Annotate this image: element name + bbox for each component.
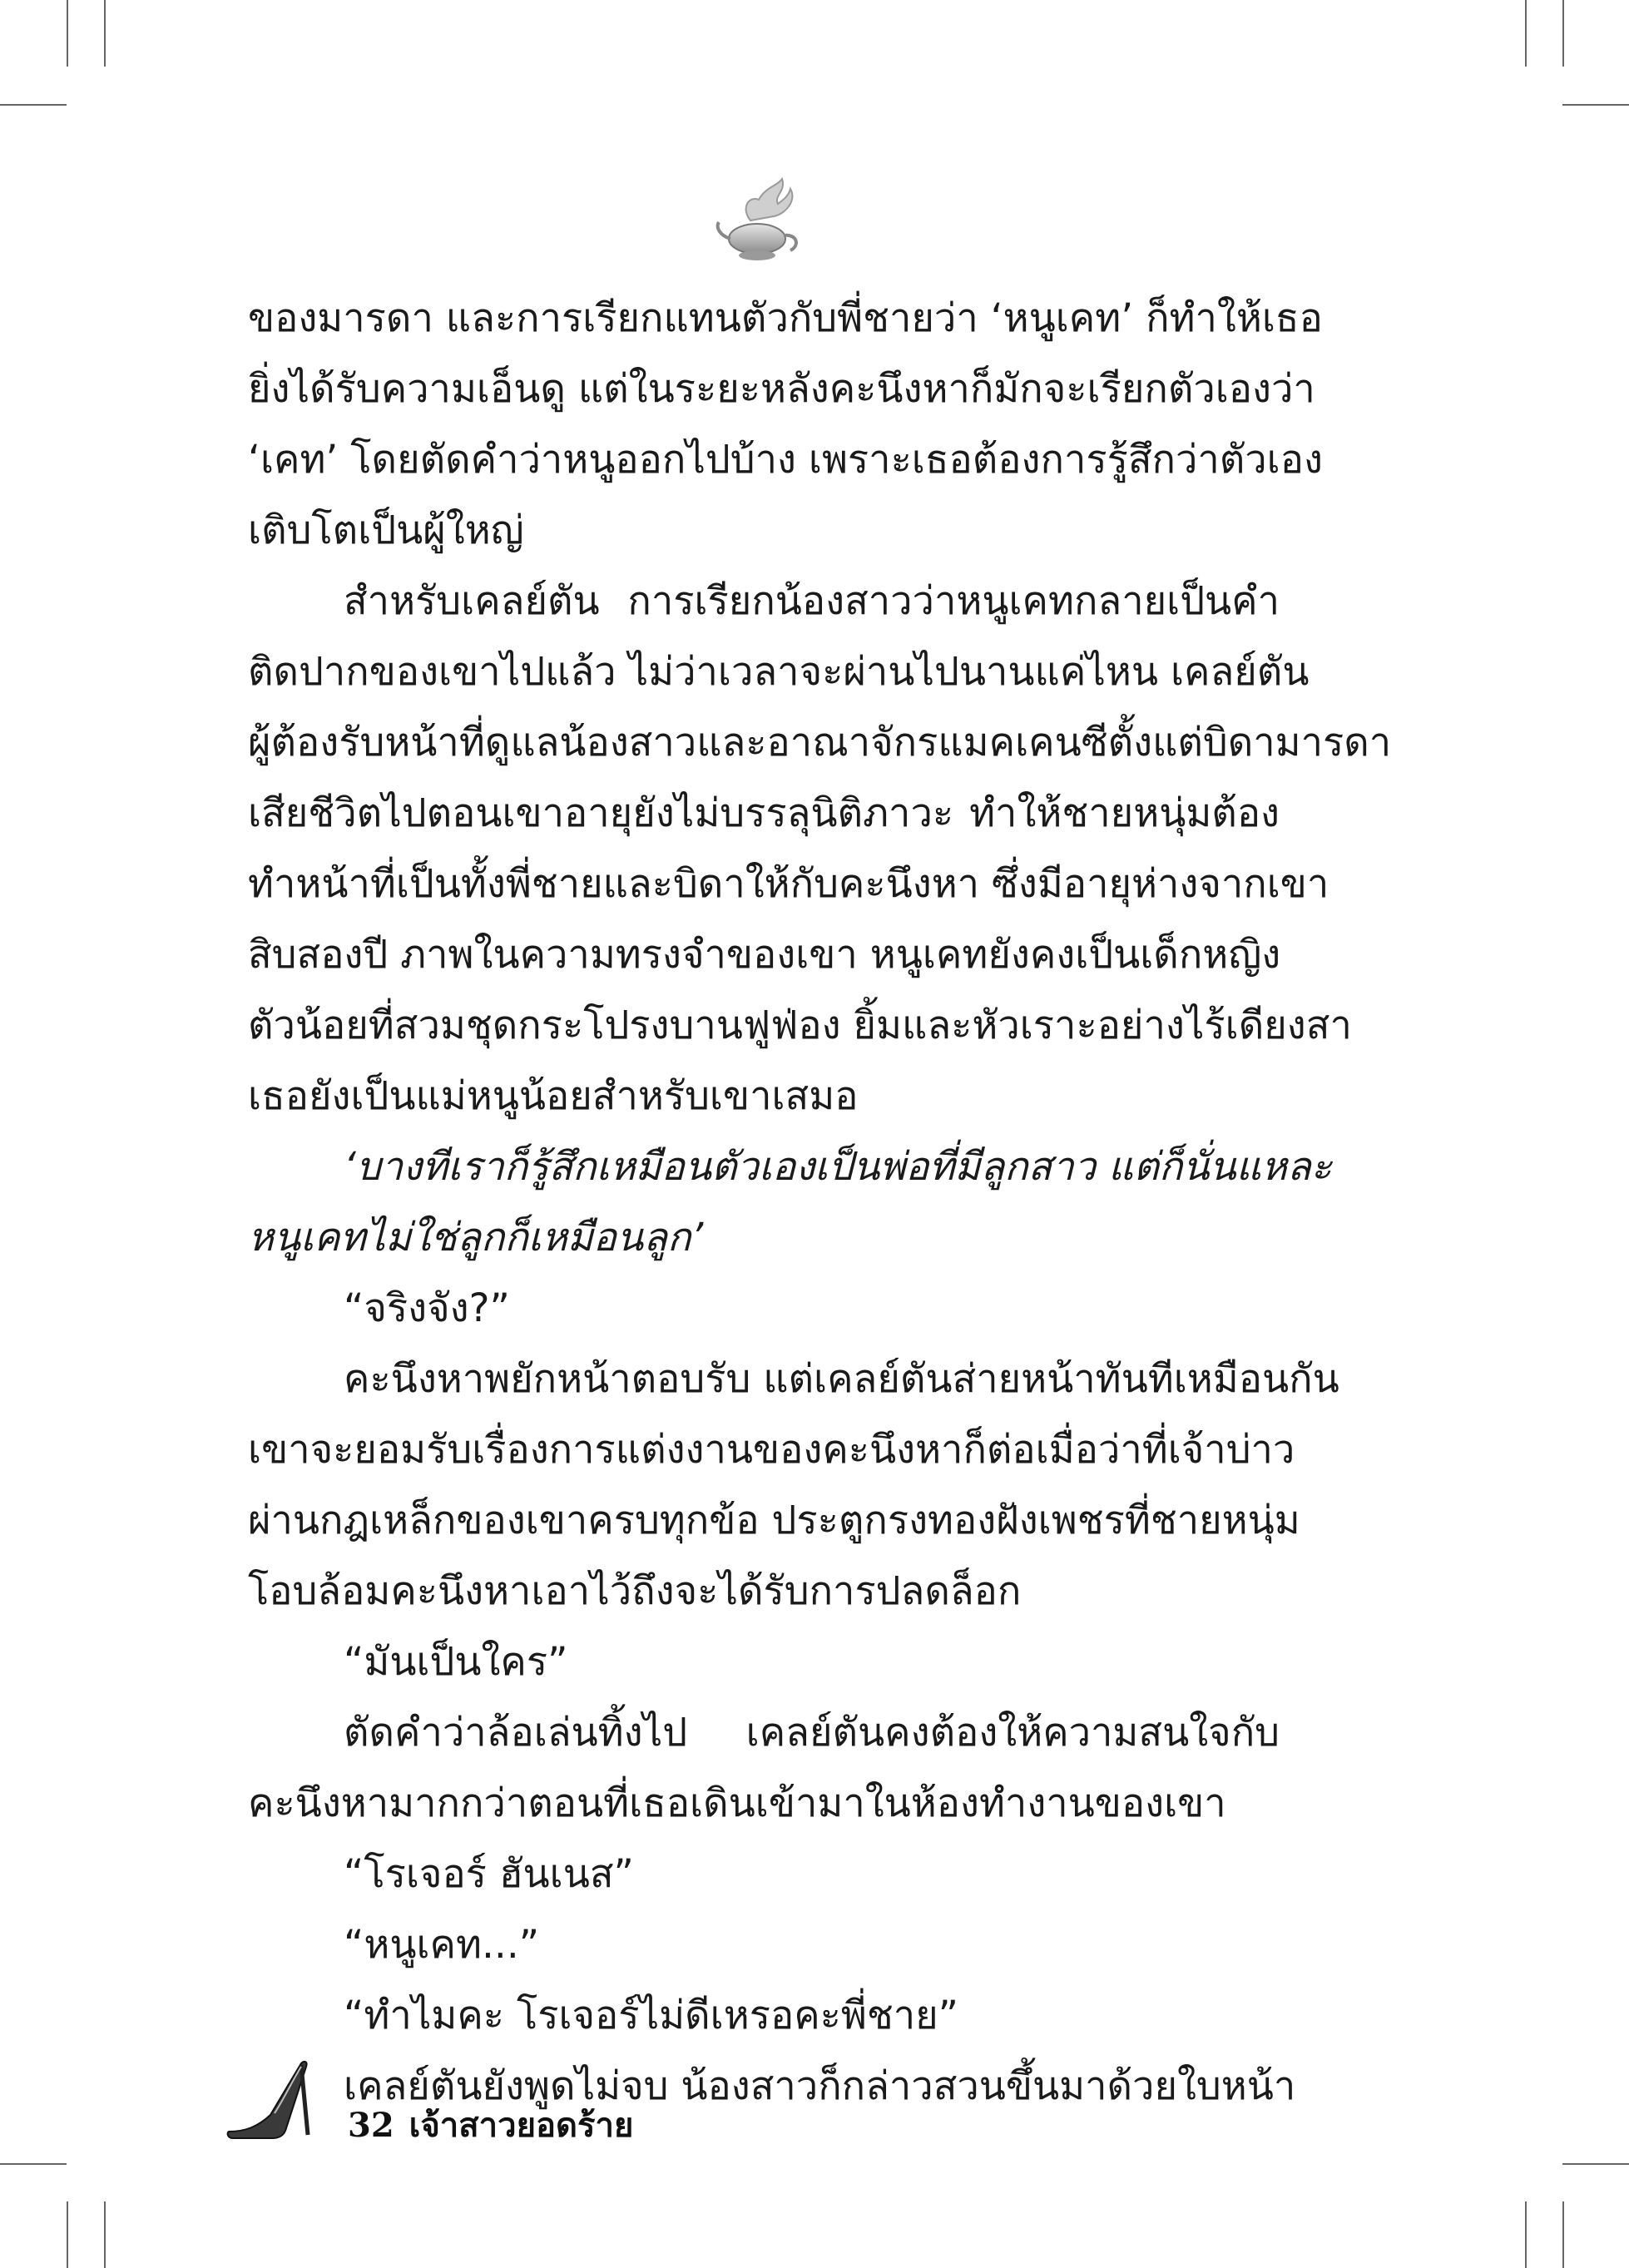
text-line: คะนึงหาพยักหน้าตอบรับ แต่เคลย์ตันส่ายหน้าทันทีเหมือนกัน [344, 1356, 1339, 1402]
crop-mark [104, 2201, 106, 2268]
body-text [248, 283, 1392, 2122]
dialogue-line: “โรเจอร์ ฮันเนส” [344, 1851, 634, 1897]
crop-mark [0, 2163, 67, 2165]
dialogue-line: “จริงจัง?” [344, 1285, 510, 1331]
book-title: เจ้าสาวยอดร้าย [408, 2106, 634, 2145]
text-line: สิบสองปี ภาพในความทรงจำของเขา หนูเคทยังคงเป็นเด็กหญิง [248, 932, 1281, 978]
text-line: ตัวน้อยที่สวมชุดกระโปรงบานฟูฟ่อง ยิ้มและหัวเราะอย่างไร้เดียงสา [248, 1003, 1352, 1048]
crop-mark [1562, 2201, 1564, 2268]
text-line: เสียชีวิตไปตอนเขาอายุยังไม่บรรลุนิติภาวะ ทำให้ชายหนุ่มต้อง [248, 790, 1280, 836]
crop-mark [67, 0, 68, 67]
text-line: หนูเคทไม่ใช่ลูกก็เหมือนลูก’ [248, 1215, 704, 1260]
text-line: ยิ่งได้รับความเอ็นดู แต่ในระยะหลังคะนึงหาก็มักจะเรียกตัวเองว่า [248, 366, 1315, 412]
crop-mark [1525, 2201, 1527, 2268]
text-line: โอบล้อมคะนึงหาเอาไว้ถึงจะได้รับการปลดล็อก [248, 1568, 1022, 1614]
text-line: สำหรับเคลย์ตัน การเรียกน้องสาวว่าหนูเคทกลายเป็นคำ [344, 578, 1280, 624]
dialogue-line: “หนูเคท...” [344, 1922, 540, 1968]
text-line: ของมารดา และการเรียกแทนตัวกับพี่ชายว่า ‘หนูเคท’ ก็ทำให้เธอ [248, 295, 1323, 341]
text-line: เธอยังเป็นแม่หนูน้อยสำหรับเขาเสมอ [248, 1073, 859, 1119]
text-line: ผ่านกฎเหล็กของเขาครบทุกข้อ ประตูกรงทองฝังเพชรที่ชายหนุ่ม [248, 1498, 1300, 1543]
teapot-ornament-icon [707, 162, 815, 270]
dialogue-line: “ทำไมคะ โรเจอร์ไม่ดีเหรอคะพี่ชาย” [344, 1993, 959, 2038]
crop-mark [1562, 0, 1564, 67]
text-line: เขาจะยอมรับเรื่องการแต่งงานของคะนึงหาก็ต่อเมื่อว่าที่เจ้าบ่าว [248, 1427, 1295, 1473]
crop-mark [67, 2201, 68, 2268]
text-line: เติบโตเป็นผู้ใหญ่ [248, 508, 524, 553]
dialogue-line: “มันเป็นใคร” [344, 1639, 568, 1685]
page-number: 32 [348, 2106, 394, 2145]
text-line: ผู้ต้องรับหน้าที่ดูแลน้องสาวและอาณาจักรแมคเคนซีตั้งแต่บิดามารดา [248, 720, 1392, 765]
text-line: คะนึงหามากกว่าตอนที่เธอเดินเข้ามาในห้องทำงานของเขา [248, 1780, 1226, 1826]
crop-mark [1525, 0, 1527, 67]
page-footer [225, 2055, 807, 2155]
text-line: ‘บางทีเราก็รู้สึกเหมือนตัวเองเป็นพ่อที่มีลูกสาว แต่ก็นั่นแหละ [344, 1144, 1332, 1190]
text-line: ทำหน้าที่เป็นทั้งพี่ชายและบิดาให้กับคะนึงหา ซึ่งมีอายุห่างจากเขา [248, 861, 1329, 907]
folio [348, 2098, 648, 2152]
crop-mark [104, 0, 106, 67]
crop-mark [0, 104, 67, 106]
crop-mark [1562, 104, 1629, 106]
text-line: ‘เคท’ โดยตัดคำว่าหนูออกไปบ้าง เพราะเธอต้องการรู้สึกว่าตัวเอง [248, 437, 1323, 483]
crop-mark [1562, 2163, 1629, 2165]
high-heel-shoe-icon [225, 2055, 316, 2147]
text-line: ติดปากของเขาไปแล้ว ไม่ว่าเวลาจะผ่านไปนานแค่ไหน เคลย์ตัน [248, 649, 1310, 695]
text-line: ตัดคำว่าล้อเล่นทิ้งไป เคลย์ตันคงต้องให้ความสนใจกับ [344, 1710, 1280, 1755]
text-line: เคลย์ตันยังพูดไม่จบ น้องสาวก็กล่าวสวนขึ้นมาด้วยใบหน้า [344, 2063, 1296, 2109]
